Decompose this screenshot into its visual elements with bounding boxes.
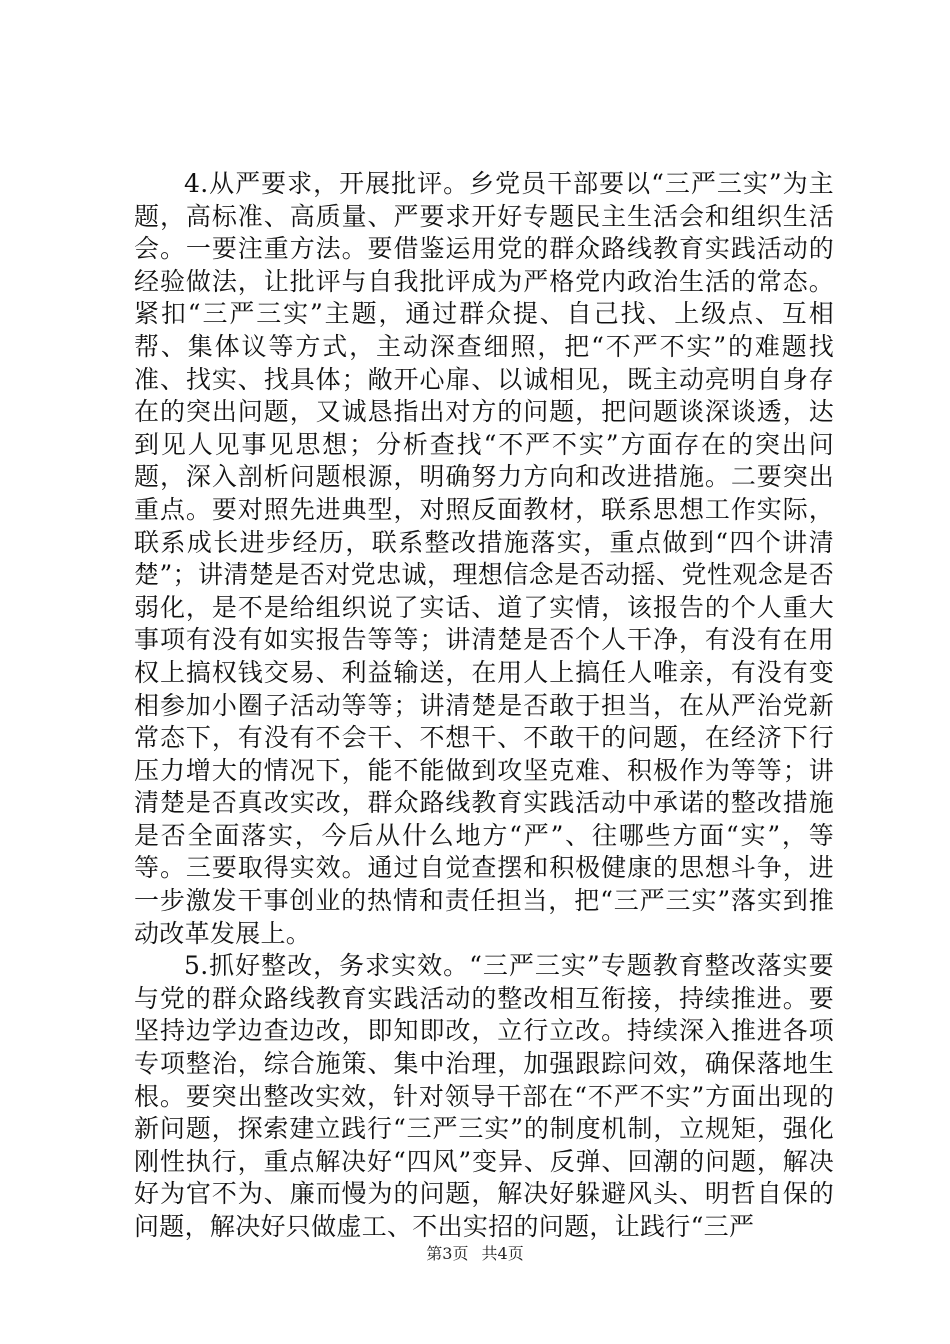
paragraph-4: 4.从严要求，开展批评。乡党员干部要以“三严三实”为主题，高标准、高质量、严要求开好专题民主生活会和组织生活会。一要注重方法。要借鉴运用党的群众路线教育实践活动的经验做法，让批评与自我批评成为严格党内政治生活的常态。紧扣“三严三实”主题，通过群众提、自己找、上级点、互相帮、集体议等方式，主动深查细照，把“不严不实”的难题找准、找实、找具体；敞开心扉、以诚相见，既主动亮明自身存在的突出问题，又诚恳指出对方的问题，把问题谈深谈透，达到见人见事见思想；分析查找“不严不实”方面存在的突出问题，深入剖析问题根源，明确努力方向和改进措施。二要突出重点。要对照先进典型，对照反面教材，联系思想工作实际，联系成长进步经历，联系整改措施落实，重点做到“四个讲清楚”；讲清楚是否对党忠诚，理想信念是否动摇、党性观念是否弱化，是不是给组织说了实话、道了实情，该报告的个人重大事项有没有如实报告等等；讲清楚是否个人干净，有没有在用权上搞权钱交易、利益输送，在用人上搞任人唯亲，有没有变相参加小圈子活动等等；讲清楚是否敢于担当，在从严治党新常态下，有没有不会干、不想干、不敢干的问题，在经济下行压力增大的情况下，能不能做到攻坚克难、积极作为等等；讲清楚是否真改实改，群众路线教育实践活动中承诺的整改措施是否全面落实，今后从什么地方“严”、往哪些方面“实”，等等。三要取得实效。通过自觉查摆和积极健康的思想斗争，进一步激发干事创业的热情和责任担当，把“三严三实”落实到推动改革发展上。 [134,169,834,948]
page-number: 第3页 [426,1244,469,1263]
page-total: 共4页 [481,1244,524,1263]
page-footer [0,1243,950,1265]
paragraph-5: 5.抓好整改，务求实效。“三严三实”专题教育整改落实要与党的群众路线教育实践活动的整改相互衔接，持续推进。要坚持边学边查边改，即知即改，立行立改。持续深入推进各项专项整治，综合施策、集中治理，加强跟踪问效，确保落地生根。要突出整改实效，针对领导干部在“不严不实”方面出现的新问题，探索建立践行“三严三实”的制度机制，立规矩，强化刚性执行，重点解决好“四风”变异、反弹、回潮的问题，解决好为官不为、廉而慢为的问题，解决好躲避风头、明哲自保的问题，解决好只做虚工、不出实招的问题，让践行“三严 [134,951,834,1241]
document-body [134,168,834,1244]
